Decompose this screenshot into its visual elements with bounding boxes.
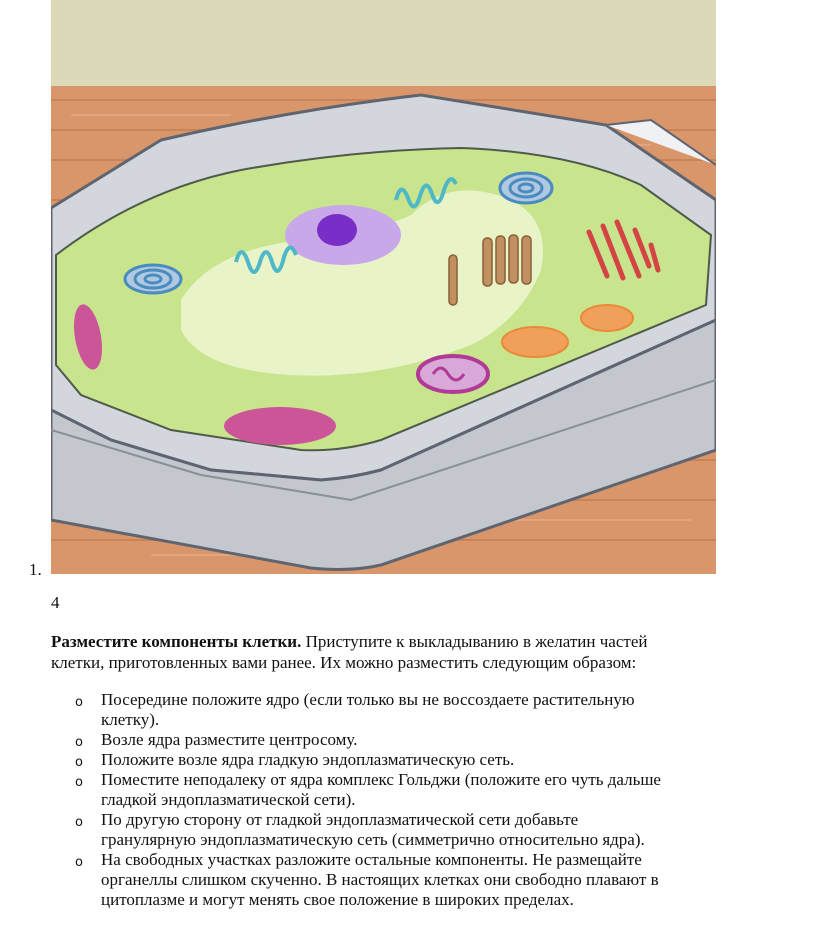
list-item-text: Посередине положите ядро (если только вы не воссоздаете растительную клетку). — [101, 690, 635, 729]
list-item-text: Возле ядра разместите центросому. — [101, 730, 358, 749]
mitochondrion-center — [418, 356, 488, 392]
page-number: 4 — [51, 593, 60, 612]
wall-background — [51, 0, 716, 88]
mitochondrion-bottom — [224, 407, 336, 445]
bullet-marker: o — [75, 815, 83, 830]
lysosome-1 — [502, 327, 568, 357]
list-item — [75, 690, 675, 730]
list-item — [75, 850, 675, 910]
paragraph-heading: Разместите компоненты клетки. — [51, 632, 302, 651]
golgi-apparatus-left — [125, 265, 181, 293]
bullet-marker: o — [75, 735, 83, 750]
list-item — [75, 770, 675, 810]
cell-model-illustration — [51, 0, 716, 574]
golgi-apparatus-right — [500, 173, 552, 203]
bullet-marker: o — [75, 695, 83, 710]
list-item — [75, 730, 675, 750]
instruction-paragraph — [51, 631, 651, 673]
bullet-marker: o — [75, 775, 83, 790]
list-item-text: Положите возле ядра гладкую эндоплазматическую сеть. — [101, 750, 515, 769]
paragraph-text: Приступите к выкладыванию в желатин частей клетки, приготовленных вами ранее. Их можно разместить следующим образом: — [51, 632, 648, 672]
list-number: 1. — [29, 560, 42, 579]
bullet-marker: o — [75, 755, 83, 770]
list-item — [75, 750, 675, 770]
steps-list — [75, 690, 675, 910]
list-item — [75, 810, 675, 850]
list-item-text: По другую сторону от гладкой эндоплазматической сети добавьте гранулярную эндоплазматическую сеть (симметрично относительно ядра). — [101, 810, 645, 849]
nucleolus — [317, 214, 357, 246]
lysosome-2 — [581, 305, 633, 331]
bullet-marker: o — [75, 855, 83, 870]
list-item-text: На свободных участках разложите остальные компоненты. Не размещайте органеллы слишком скученно. В настоящих клетках они свободно плавают в цитоплазме и могут менять свое положение в широких пределах. — [101, 850, 659, 909]
list-item-text: Поместите неподалеку от ядра комплекс Гольджи (положите его чуть дальше гладкой эндоплазматической сети). — [101, 770, 661, 809]
